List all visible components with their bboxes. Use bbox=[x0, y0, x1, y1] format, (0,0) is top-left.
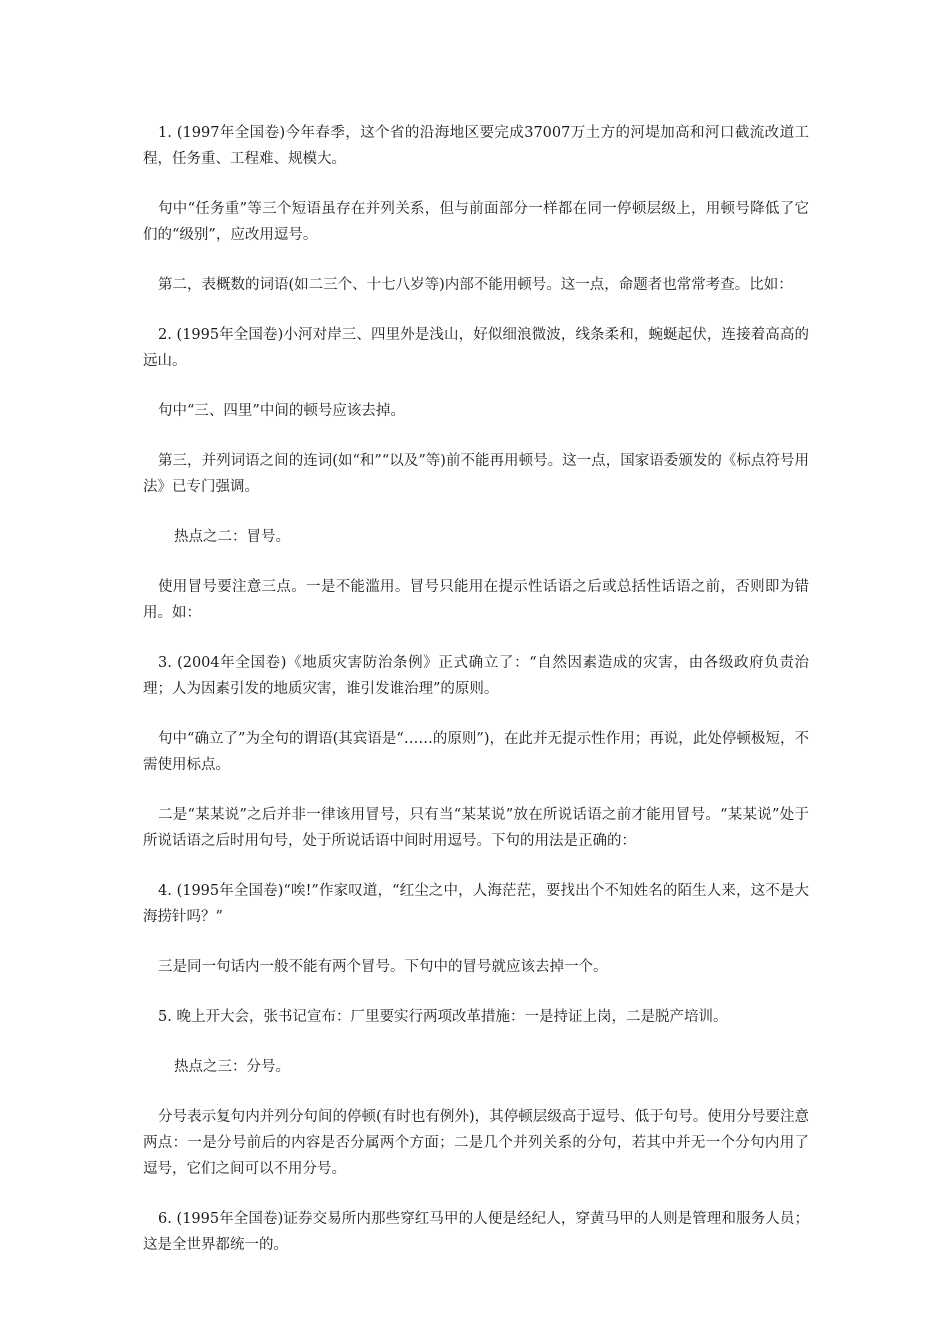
section-heading-colon: 热点之二：冒号。 bbox=[174, 529, 290, 545]
example-1: 1. (1997年全国卷)今年春季，这个省的沿海地区要完成37007万土方的河堤加高和河口截流改道工程，任务重、工程难、规模大。 bbox=[143, 125, 809, 167]
rule-paragraph: 分号表示复句内并列分句间的停顿(有时也有例外)，其停顿层级高于逗号、低于句号。使用分号要注意两点：一是分号前后的内容是否分属两个方面；二是几个并列关系的分句，若其中并无一个分句内用了逗号，它们之间可以不用分号。 bbox=[143, 1109, 809, 1177]
document-body bbox=[143, 120, 809, 1282]
example-6: 6. (1995年全国卷)证券交易所内那些穿红马甲的人便是经纪人，穿黄马甲的人则是管理和服务人员；这是全世界都统一的。 bbox=[143, 1211, 809, 1253]
rule-paragraph: 二是“某某说”之后并非一律该用冒号，只有当“某某说”放在所说话语之前才能用冒号。“某某说”处于所说话语之后时用句号，处于所说话语中间时用逗号。下句的用法是正确的： bbox=[143, 807, 809, 849]
example-5: 5. 晚上开大会，张书记宣布：厂里要实行两项改革措施：一是持证上岗，二是脱产培训。 bbox=[158, 1009, 728, 1025]
rule-paragraph: 第三，并列词语之间的连词(如“和”“以及”等)前不能再用顿号。这一点，国家语委颁发的《标点符号用法》已专门强调。 bbox=[143, 453, 809, 495]
example-3: 3. (2004年全国卷)《地质灾害防治条例》正式确立了：“自然因素造成的灾害，由各级政府负责治理；人为因素引发的地质灾害，谁引发谁治理”的原则。 bbox=[143, 655, 809, 697]
section-heading-semicolon: 热点之三：分号。 bbox=[174, 1059, 290, 1075]
explanation-2: 句中“三、四里”中间的顿号应该去掉。 bbox=[158, 403, 405, 419]
rule-paragraph: 第二，表概数的词语(如二三个、十七八岁等)内部不能用顿号。这一点，命题者也常常考查。比如： bbox=[158, 277, 793, 293]
example-2: 2. (1995年全国卷)小河对岸三、四里外是浅山，好似细浪微波，线条柔和，蜿蜒起伏，连接着高高的远山。 bbox=[143, 327, 809, 369]
example-4: 4. (1995年全国卷)“唉!”作家叹道，“红尘之中，人海茫茫，要找出个不知姓名的陌生人来，这不是大海捞针吗？” bbox=[143, 883, 809, 925]
rule-paragraph: 三是同一句话内一般不能有两个冒号。下句中的冒号就应该去掉一个。 bbox=[158, 959, 608, 975]
rule-paragraph: 使用冒号要注意三点。一是不能滥用。冒号只能用在提示性话语之后或总括性话语之前，否则即为错用。如： bbox=[143, 579, 809, 621]
explanation-3: 句中“确立了”为全句的谓语(其宾语是“……的原则”)，在此并无提示性作用；再说，此处停顿极短，不需使用标点。 bbox=[143, 731, 809, 773]
explanation-1: 句中“任务重”等三个短语虽存在并列关系，但与前面部分一样都在同一停顿层级上，用顿号降低了它们的“级别”，应改用逗号。 bbox=[143, 201, 809, 243]
